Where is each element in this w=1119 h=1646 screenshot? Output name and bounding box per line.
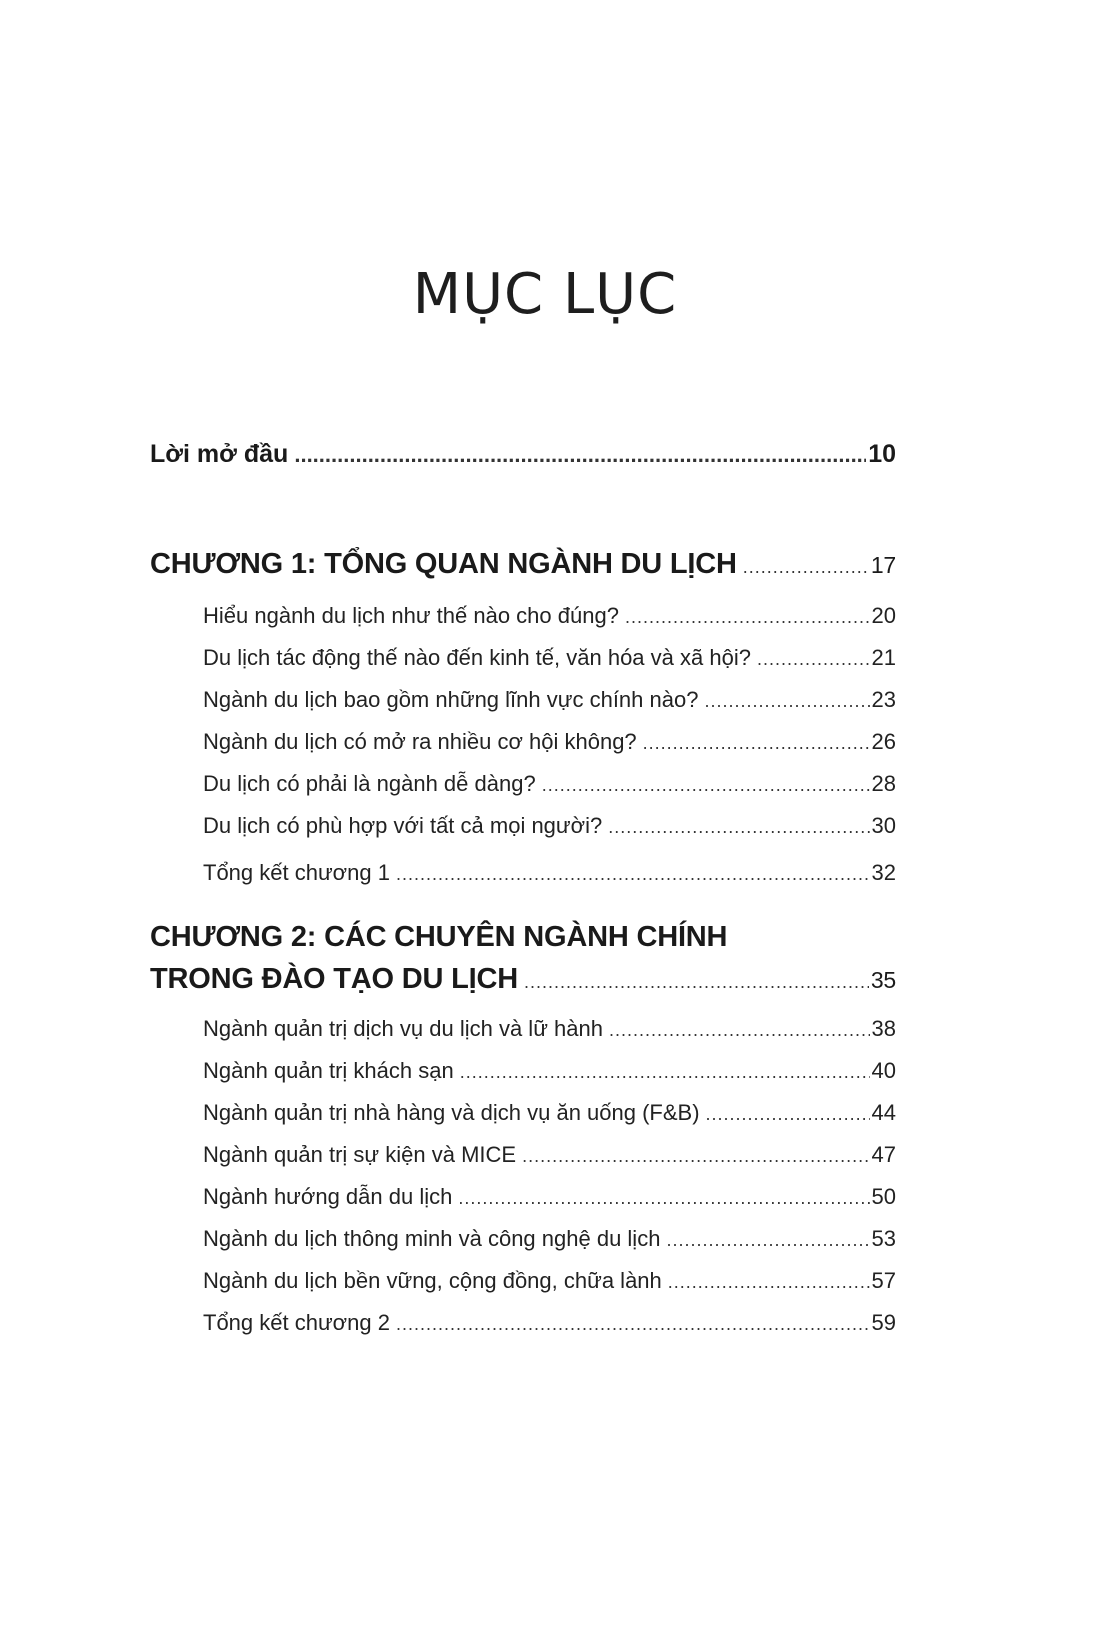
toc-section[interactable] — [203, 1100, 896, 1140]
section-label: Tổng kết chương 1 — [203, 860, 390, 885]
toc-intro-label: Lời mở đầu — [150, 440, 289, 468]
section-page: 28 — [871, 771, 896, 796]
section-page: 50 — [871, 1184, 896, 1209]
dot-leader — [609, 1020, 870, 1041]
section-label: Ngành quản trị sự kiện và MICE — [203, 1142, 517, 1167]
section-page: 26 — [871, 729, 896, 754]
toc-section[interactable] — [203, 729, 896, 769]
dot-leader — [608, 817, 869, 838]
dot-leader — [542, 775, 870, 796]
section-page: 21 — [871, 645, 896, 670]
chapter-title: CHƯƠNG 1: TỔNG QUAN NGÀNH DU LỊCH — [150, 548, 737, 580]
toc-chapter-2[interactable] — [150, 963, 896, 1003]
toc-section[interactable] — [203, 645, 896, 685]
toc-section[interactable] — [203, 1268, 896, 1308]
toc-section[interactable] — [203, 1058, 896, 1098]
section-page: 23 — [871, 687, 896, 712]
section-label: Ngành quản trị dịch vụ du lịch và lữ hành — [203, 1016, 603, 1041]
dot-leader — [396, 1314, 870, 1335]
section-page: 40 — [871, 1058, 896, 1083]
dot-leader — [704, 691, 869, 712]
section-label: Du lịch tác động thế nào đến kinh tế, văn hóa và xã hội? — [203, 645, 751, 670]
dot-leader — [294, 442, 866, 468]
section-label: Ngành du lịch bền vững, cộng đồng, chữa lành — [203, 1268, 662, 1293]
section-page: 59 — [871, 1310, 896, 1335]
dot-leader — [524, 972, 869, 993]
dot-leader — [458, 1188, 869, 1209]
toc-section[interactable] — [203, 771, 896, 811]
toc-section[interactable] — [203, 860, 896, 900]
chapter-title-line1[interactable]: CHƯƠNG 2: CÁC CHUYÊN NGÀNH CHÍNH — [150, 921, 728, 953]
toc-section[interactable] — [203, 603, 896, 643]
page-title: MỤC LỤC — [412, 262, 678, 327]
dot-leader — [757, 649, 870, 670]
toc-section[interactable] — [203, 1226, 896, 1266]
section-label: Tổng kết chương 2 — [203, 1310, 390, 1335]
section-label: Ngành du lịch bao gồm những lĩnh vực chính nào? — [203, 687, 699, 712]
section-page: 30 — [871, 813, 896, 838]
section-page: 38 — [871, 1016, 896, 1041]
dot-leader — [666, 1230, 869, 1251]
section-label: Ngành quản trị nhà hàng và dịch vụ ăn uống (F&B) — [203, 1100, 700, 1125]
chapter-page: 35 — [870, 967, 896, 993]
dot-leader — [706, 1104, 870, 1125]
dot-leader — [460, 1062, 870, 1083]
dot-leader — [396, 864, 870, 885]
section-page: 57 — [871, 1268, 896, 1293]
dot-leader — [625, 607, 870, 628]
section-page: 32 — [871, 860, 896, 885]
section-label: Hiểu ngành du lịch như thế nào cho đúng? — [203, 603, 619, 628]
section-label: Ngành hướng dẫn du lịch — [203, 1184, 453, 1209]
dot-leader — [643, 733, 870, 754]
dot-leader — [668, 1272, 870, 1293]
toc-chapter-1[interactable] — [150, 548, 896, 588]
section-page: 53 — [871, 1226, 896, 1251]
toc-section[interactable] — [203, 687, 896, 727]
section-page: 47 — [871, 1142, 896, 1167]
toc-section[interactable] — [203, 1142, 896, 1182]
dot-leader — [522, 1146, 869, 1167]
section-label: Ngành du lịch thông minh và công nghệ du lịch — [203, 1226, 661, 1251]
section-label: Du lịch có phù hợp với tất cả mọi người? — [203, 813, 603, 838]
toc-section[interactable] — [203, 813, 896, 853]
section-page: 20 — [871, 603, 896, 628]
section-label: Ngành du lịch có mở ra nhiều cơ hội không? — [203, 729, 637, 754]
toc-section[interactable] — [203, 1310, 896, 1350]
toc-intro[interactable] — [150, 440, 896, 480]
section-label: Ngành quản trị khách sạn — [203, 1058, 454, 1083]
section-label: Du lịch có phải là ngành dễ dàng? — [203, 771, 536, 796]
section-page: 44 — [871, 1100, 896, 1125]
toc-intro-page: 10 — [868, 440, 896, 468]
dot-leader — [743, 557, 869, 578]
chapter-title-line2: TRONG ĐÀO TẠO DU LỊCH — [150, 963, 518, 995]
toc-section[interactable] — [203, 1184, 896, 1224]
toc-section[interactable] — [203, 1016, 896, 1056]
chapter-page: 17 — [870, 552, 896, 578]
